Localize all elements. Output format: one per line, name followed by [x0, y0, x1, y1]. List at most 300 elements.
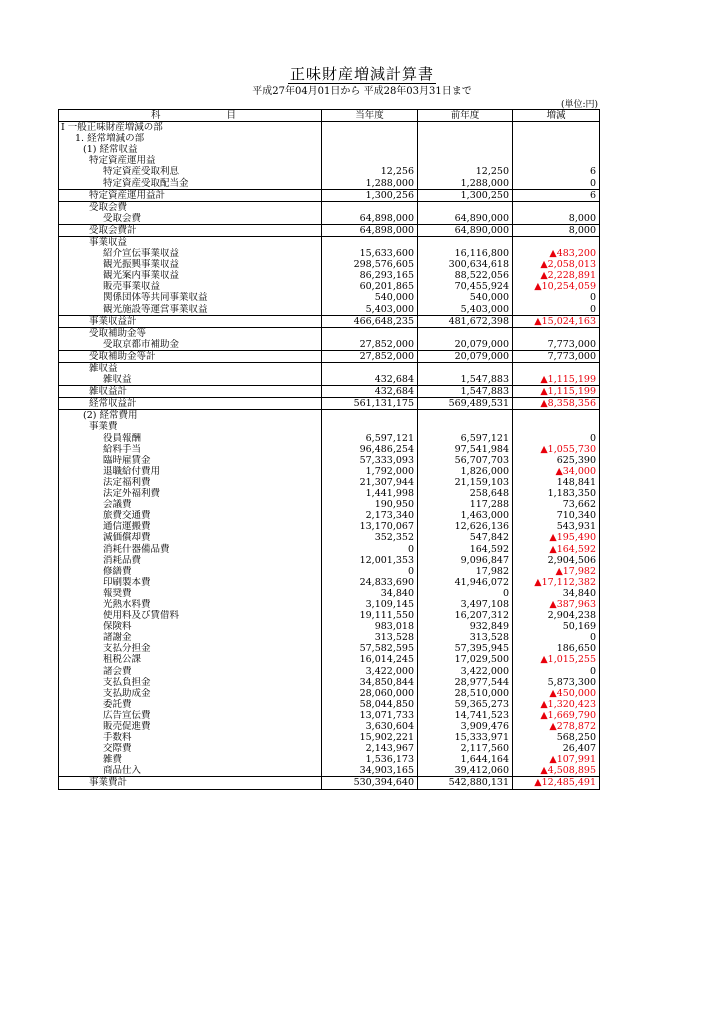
row-label: 旅費交通費 [59, 510, 322, 521]
row-label: 観光施設等運営事業収益 [59, 304, 322, 316]
row-change [513, 410, 600, 422]
row-previous-year: 300,634,618 [418, 259, 513, 270]
table-row [59, 236, 600, 248]
row-change: 50,169 [513, 621, 600, 632]
row-label: 雑収益計 [59, 386, 322, 398]
table-row [59, 743, 600, 754]
row-current-year: 313,528 [322, 632, 418, 643]
table-row [59, 610, 600, 621]
table-row [59, 189, 600, 201]
row-previous-year: 569,489,531 [418, 398, 513, 410]
row-label: 臨時雇賃金 [59, 455, 322, 466]
row-current-year: 983,018 [322, 621, 418, 632]
row-change: ▲12,485,491 [513, 777, 600, 789]
unit-label: (単位:円) [560, 100, 598, 110]
row-previous-year: 0 [418, 588, 513, 599]
row-label: 法定外福利費 [59, 488, 322, 499]
row-previous-year: 39,412,060 [418, 765, 513, 777]
row-current-year: 540,000 [322, 292, 418, 303]
row-label: (1) 経常収益 [59, 144, 322, 155]
row-previous-year: 6,597,121 [418, 433, 513, 444]
row-change [513, 144, 600, 155]
row-previous-year: 17,982 [418, 566, 513, 577]
row-previous-year: 1,644,164 [418, 754, 513, 765]
row-label: 事業収益計 [59, 315, 322, 327]
row-label: 退職給付費用 [59, 466, 322, 477]
row-change: ▲34,000 [513, 466, 600, 477]
row-change [513, 122, 600, 134]
row-label: 支払分担金 [59, 643, 322, 654]
header-change: 増減 [513, 110, 600, 122]
row-current-year: 466,648,235 [322, 315, 418, 327]
table-row [59, 521, 600, 532]
table-row [59, 433, 600, 444]
row-label: 消耗品費 [59, 555, 322, 566]
row-previous-year: 64,890,000 [418, 213, 513, 225]
row-label: 交際費 [59, 743, 322, 754]
row-change: 34,840 [513, 588, 600, 599]
row-current-year: 13,170,067 [322, 521, 418, 532]
row-previous-year [418, 327, 513, 339]
row-change: 1,183,350 [513, 488, 600, 499]
header-previous-year: 前年度 [418, 110, 513, 122]
row-current-year [322, 410, 418, 422]
table-row [59, 765, 600, 777]
row-previous-year: 64,890,000 [418, 224, 513, 236]
row-previous-year: 117,288 [418, 499, 513, 510]
table-row [59, 177, 600, 189]
row-previous-year [418, 410, 513, 422]
row-label: Ⅰ 一般正味財産増減の部 [59, 122, 322, 134]
table-row [59, 248, 600, 259]
row-current-year: 96,486,254 [322, 444, 418, 455]
row-change: ▲483,200 [513, 248, 600, 259]
table-row [59, 224, 600, 236]
row-current-year: 6,597,121 [322, 433, 418, 444]
row-change: ▲1,015,255 [513, 654, 600, 665]
row-label: 受取会費 [59, 213, 322, 225]
row-previous-year: 932,849 [418, 621, 513, 632]
row-change: 8,000 [513, 213, 600, 225]
row-current-year [322, 236, 418, 248]
row-change: 2,904,506 [513, 555, 600, 566]
row-change: ▲107,991 [513, 754, 600, 765]
table-row [59, 421, 600, 432]
row-label: 印刷製本費 [59, 577, 322, 588]
row-current-year: 24,833,690 [322, 577, 418, 588]
row-change: ▲450,000 [513, 688, 600, 699]
row-label: 減価償却費 [59, 532, 322, 543]
row-current-year: 0 [322, 543, 418, 554]
row-label: 事業費計 [59, 777, 322, 789]
row-previous-year: 258,648 [418, 488, 513, 499]
row-current-year: 5,403,000 [322, 304, 418, 316]
row-previous-year: 70,455,924 [418, 281, 513, 292]
table-row [59, 721, 600, 732]
row-label: 法定福利費 [59, 477, 322, 488]
row-change: ▲2,228,891 [513, 270, 600, 281]
row-label: 修繕費 [59, 566, 322, 577]
table-row [59, 532, 600, 543]
table-row [59, 444, 600, 455]
row-previous-year [418, 122, 513, 134]
row-change: 625,390 [513, 455, 600, 466]
row-current-year: 432,684 [322, 374, 418, 386]
row-previous-year: 3,909,476 [418, 721, 513, 732]
row-label: 特定資産受取配当金 [59, 177, 322, 189]
row-label: 会議費 [59, 499, 322, 510]
row-previous-year: 21,159,103 [418, 477, 513, 488]
table-row [59, 133, 600, 144]
row-previous-year: 1,300,250 [418, 189, 513, 201]
row-previous-year: 28,510,000 [418, 688, 513, 699]
table-row [59, 677, 600, 688]
row-current-year: 12,001,353 [322, 555, 418, 566]
row-current-year: 298,576,605 [322, 259, 418, 270]
row-previous-year: 1,463,000 [418, 510, 513, 521]
row-label: 特定資産運用益計 [59, 189, 322, 201]
row-change: ▲278,872 [513, 721, 600, 732]
row-current-year: 432,684 [322, 386, 418, 398]
row-label: 販売事業収益 [59, 281, 322, 292]
row-current-year: 64,898,000 [322, 213, 418, 225]
row-change: 186,650 [513, 643, 600, 654]
row-change: 0 [513, 666, 600, 677]
row-change: ▲195,490 [513, 532, 600, 543]
row-previous-year: 15,333,971 [418, 732, 513, 743]
row-current-year: 57,582,595 [322, 643, 418, 654]
row-current-year: 28,060,000 [322, 688, 418, 699]
row-previous-year [418, 421, 513, 432]
row-change [513, 201, 600, 213]
table-row [59, 304, 600, 316]
row-previous-year [418, 144, 513, 155]
row-change: ▲1,669,790 [513, 710, 600, 721]
row-label: 特定資産運用益 [59, 155, 322, 166]
row-current-year: 21,307,944 [322, 477, 418, 488]
row-current-year [322, 144, 418, 155]
row-change: 26,407 [513, 743, 600, 754]
row-label: 光熱水料費 [59, 599, 322, 610]
table-row [59, 350, 600, 362]
table-row [59, 155, 600, 166]
row-label: 租税公課 [59, 654, 322, 665]
row-label: 支払助成金 [59, 688, 322, 699]
row-current-year: 16,014,245 [322, 654, 418, 665]
row-previous-year: 97,541,984 [418, 444, 513, 455]
row-previous-year [418, 155, 513, 166]
table-row [59, 510, 600, 521]
table-row [59, 588, 600, 599]
row-change [513, 133, 600, 144]
row-current-year: 13,071,733 [322, 710, 418, 721]
table-row [59, 555, 600, 566]
row-change: 0 [513, 292, 600, 303]
row-previous-year: 20,079,000 [418, 339, 513, 351]
document-period: 平成27年04月01日から 平成28年03月31日まで [252, 86, 472, 97]
row-label: 通信運搬費 [59, 521, 322, 532]
row-current-year: 0 [322, 566, 418, 577]
header-current-year: 当年度 [322, 110, 418, 122]
table-row [59, 259, 600, 270]
table-row [59, 386, 600, 398]
row-change: 6 [513, 189, 600, 201]
row-change: 710,340 [513, 510, 600, 521]
row-change: ▲1,055,730 [513, 444, 600, 455]
row-change: 6 [513, 166, 600, 177]
row-change: 7,773,000 [513, 339, 600, 351]
row-label: 受取補助金等 [59, 327, 322, 339]
row-previous-year: 41,946,072 [418, 577, 513, 588]
row-current-year: 1,536,173 [322, 754, 418, 765]
row-change [513, 327, 600, 339]
table-row [59, 166, 600, 177]
row-previous-year: 28,977,544 [418, 677, 513, 688]
row-change: 5,873,300 [513, 677, 600, 688]
row-current-year: 34,840 [322, 588, 418, 599]
row-current-year: 86,293,165 [322, 270, 418, 281]
row-current-year [322, 133, 418, 144]
row-label: 観光振興事業収益 [59, 259, 322, 270]
row-change: 2,904,238 [513, 610, 600, 621]
row-current-year: 15,902,221 [322, 732, 418, 743]
row-previous-year: 12,626,136 [418, 521, 513, 532]
table-row [59, 732, 600, 743]
row-change: ▲1,320,423 [513, 699, 600, 710]
row-label: 使用料及び賃借料 [59, 610, 322, 621]
row-previous-year: 481,672,398 [418, 315, 513, 327]
table-row [59, 270, 600, 281]
table-row [59, 710, 600, 721]
row-current-year: 3,109,145 [322, 599, 418, 610]
row-current-year: 190,950 [322, 499, 418, 510]
row-label: 広告宣伝費 [59, 710, 322, 721]
table-row [59, 699, 600, 710]
row-previous-year: 1,288,000 [418, 177, 513, 189]
row-change: ▲164,592 [513, 543, 600, 554]
row-label: 特定資産受取利息 [59, 166, 322, 177]
row-previous-year: 16,116,800 [418, 248, 513, 259]
row-change [513, 362, 600, 374]
row-change: ▲17,982 [513, 566, 600, 577]
table-row [59, 654, 600, 665]
table-row [59, 566, 600, 577]
table-row [59, 466, 600, 477]
row-label: 受取補助金等計 [59, 350, 322, 362]
table-row [59, 632, 600, 643]
row-change: ▲15,024,163 [513, 315, 600, 327]
row-change: ▲8,358,356 [513, 398, 600, 410]
row-label: 雑収益 [59, 362, 322, 374]
row-current-year: 3,630,604 [322, 721, 418, 732]
table-row [59, 315, 600, 327]
table-row [59, 398, 600, 410]
row-previous-year: 88,522,056 [418, 270, 513, 281]
row-current-year: 1,288,000 [322, 177, 418, 189]
table-row [59, 754, 600, 765]
table-row [59, 327, 600, 339]
header-subject [59, 110, 322, 122]
row-label: 経常収益計 [59, 398, 322, 410]
row-previous-year: 164,592 [418, 543, 513, 554]
row-previous-year: 547,842 [418, 532, 513, 543]
row-label: 保険料 [59, 621, 322, 632]
row-current-year: 1,792,000 [322, 466, 418, 477]
row-change: ▲10,254,059 [513, 281, 600, 292]
table-row [59, 666, 600, 677]
table-row [59, 213, 600, 225]
row-previous-year: 20,079,000 [418, 350, 513, 362]
row-label: 受取会費計 [59, 224, 322, 236]
row-current-year [322, 327, 418, 339]
row-label: (2) 経常費用 [59, 410, 322, 422]
row-previous-year [418, 133, 513, 144]
header-subject-a: 科 [151, 110, 161, 121]
row-label: 雑費 [59, 754, 322, 765]
table-row [59, 292, 600, 303]
table-row [59, 499, 600, 510]
table-row [59, 488, 600, 499]
row-previous-year: 16,207,312 [418, 610, 513, 621]
row-current-year: 1,300,256 [322, 189, 418, 201]
row-previous-year: 1,547,883 [418, 386, 513, 398]
row-label: 支払負担金 [59, 677, 322, 688]
table-body [59, 122, 600, 790]
row-previous-year: 9,096,847 [418, 555, 513, 566]
row-previous-year: 56,707,703 [418, 455, 513, 466]
row-previous-year [418, 362, 513, 374]
row-change: 73,662 [513, 499, 600, 510]
row-label: 手数料 [59, 732, 322, 743]
row-previous-year: 1,547,883 [418, 374, 513, 386]
row-label: 諸謝金 [59, 632, 322, 643]
row-label: 紹介宣伝事業収益 [59, 248, 322, 259]
row-current-year: 1,441,998 [322, 488, 418, 499]
row-current-year [322, 362, 418, 374]
document-title [0, 63, 724, 84]
row-current-year: 19,111,550 [322, 610, 418, 621]
table-row [59, 122, 600, 134]
row-current-year: 60,201,865 [322, 281, 418, 292]
row-change: ▲17,112,382 [513, 577, 600, 588]
row-current-year: 3,422,000 [322, 666, 418, 677]
row-previous-year: 2,117,560 [418, 743, 513, 754]
row-current-year: 34,903,165 [322, 765, 418, 777]
row-current-year [322, 421, 418, 432]
row-previous-year: 14,741,523 [418, 710, 513, 721]
row-current-year: 352,352 [322, 532, 418, 543]
row-current-year [322, 155, 418, 166]
row-previous-year: 12,250 [418, 166, 513, 177]
row-current-year: 58,044,850 [322, 699, 418, 710]
row-previous-year: 542,880,131 [418, 777, 513, 789]
row-change: ▲387,963 [513, 599, 600, 610]
row-previous-year: 313,528 [418, 632, 513, 643]
table-row [59, 455, 600, 466]
row-change: 568,250 [513, 732, 600, 743]
row-current-year [322, 201, 418, 213]
row-label: 受取京都市補助金 [59, 339, 322, 351]
table-row [59, 477, 600, 488]
table-row [59, 281, 600, 292]
row-previous-year: 3,497,108 [418, 599, 513, 610]
row-change: ▲4,508,895 [513, 765, 600, 777]
table-row [59, 599, 600, 610]
row-current-year [322, 122, 418, 134]
row-change [513, 421, 600, 432]
row-previous-year: 1,826,000 [418, 466, 513, 477]
row-label: 関係団体等共同事業収益 [59, 292, 322, 303]
row-label: 雑収益 [59, 374, 322, 386]
row-change: 7,773,000 [513, 350, 600, 362]
row-label: 事業収益 [59, 236, 322, 248]
table-row [59, 621, 600, 632]
table-row [59, 643, 600, 654]
row-label: 商品仕入 [59, 765, 322, 777]
row-previous-year: 57,395,945 [418, 643, 513, 654]
row-previous-year [418, 201, 513, 213]
table-row [59, 201, 600, 213]
row-change: 0 [513, 433, 600, 444]
row-previous-year: 540,000 [418, 292, 513, 303]
row-label: 事業費 [59, 421, 322, 432]
row-label: 観光案内事業収益 [59, 270, 322, 281]
row-label: 受取会費 [59, 201, 322, 213]
row-change [513, 236, 600, 248]
table-row [59, 577, 600, 588]
table-row [59, 144, 600, 155]
row-label: 報奨費 [59, 588, 322, 599]
row-label: 販売促進費 [59, 721, 322, 732]
table-row [59, 777, 600, 789]
row-current-year: 530,394,640 [322, 777, 418, 789]
row-current-year: 27,852,000 [322, 339, 418, 351]
row-change: ▲1,115,199 [513, 386, 600, 398]
row-current-year: 15,633,600 [322, 248, 418, 259]
table-row [59, 362, 600, 374]
row-previous-year: 5,403,000 [418, 304, 513, 316]
row-current-year: 12,256 [322, 166, 418, 177]
row-label: 給料手当 [59, 444, 322, 455]
row-label: 消耗什器備品費 [59, 543, 322, 554]
table-row [59, 374, 600, 386]
row-change: 0 [513, 177, 600, 189]
row-current-year: 57,333,093 [322, 455, 418, 466]
row-label: 1. 経常増減の部 [59, 133, 322, 144]
row-current-year: 2,143,967 [322, 743, 418, 754]
row-label: 諸会費 [59, 666, 322, 677]
row-current-year: 64,898,000 [322, 224, 418, 236]
row-change: 0 [513, 304, 600, 316]
row-change [513, 155, 600, 166]
table-row [59, 543, 600, 554]
row-current-year: 27,852,000 [322, 350, 418, 362]
row-previous-year [418, 236, 513, 248]
document-title-text: 正味財産増減計算書 [289, 65, 434, 83]
row-previous-year: 59,365,273 [418, 699, 513, 710]
table-row [59, 688, 600, 699]
header-subject-b: 目 [226, 110, 237, 121]
row-change: 148,841 [513, 477, 600, 488]
table-header-row [59, 110, 600, 122]
row-previous-year: 17,029,500 [418, 654, 513, 665]
row-current-year: 2,173,340 [322, 510, 418, 521]
table-row [59, 339, 600, 351]
row-change: ▲2,058,013 [513, 259, 600, 270]
row-previous-year: 3,422,000 [418, 666, 513, 677]
row-current-year: 561,131,175 [322, 398, 418, 410]
row-change: 543,931 [513, 521, 600, 532]
